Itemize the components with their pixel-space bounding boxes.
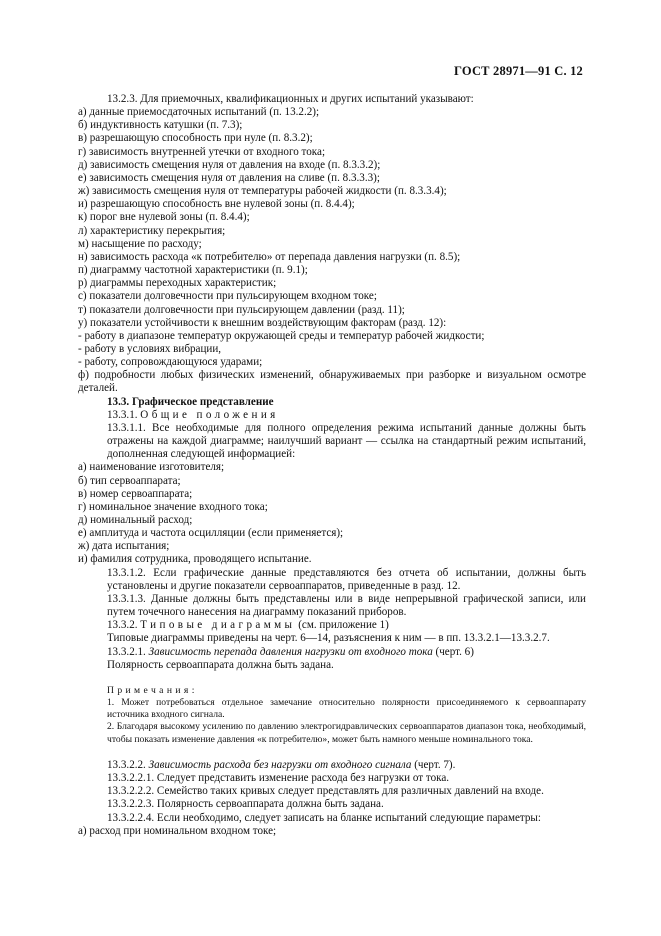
list-item: т) показатели долговечности при пульсирующем давлении (разд. 11); — [78, 303, 405, 316]
list-item: л) характеристику перекрытия; — [78, 224, 226, 237]
list-item: г) зависимость внутренней утечки от входного тока; — [78, 145, 326, 158]
list-item: д) зависимость смещения нуля от давления на входе (п. 8.3.3.2); — [78, 158, 381, 171]
paragraph: Типовые диаграммы приведены на черт. 6—14, разъяснения к ним — в пп. 13.3.2.1—13.3.2.7. — [107, 632, 550, 645]
page-header: ГОСТ 28971—91 С. 12 — [454, 64, 583, 78]
page-body — [78, 93, 586, 838]
paragraph: 13.3.1.3. Данные должны быть представлены или в виде непрерывной графической записи, или путем точечного нанесения на диаграмму показаний приборов. — [107, 592, 586, 619]
paragraph: 13.3.2.2.1. Следует представить изменение расхода без нагрузки от тока. — [107, 772, 450, 785]
list-item: в) номер сервоаппарата; — [78, 487, 193, 500]
notes-heading: Примечания: — [107, 684, 198, 696]
subsection-heading: 13.3.2. Типовые диаграммы (см. приложение 1) — [107, 619, 389, 632]
list-item: г) номинальное значение входного тока; — [78, 500, 268, 513]
note-item: 1. Может потребоваться отдельное замечание относительно полярности присоединяемого к сервоаппарату источника входного сигнала. — [107, 697, 586, 721]
section-heading: 13.3. Графическое представление — [107, 395, 274, 408]
notes-block — [78, 685, 586, 746]
paragraph: 13.3.2.2. Зависимость расхода без нагрузки от входного сигнала (черт. 7). — [107, 758, 456, 771]
list-item: п) диаграмму частотной характеристики (п. 9.1); — [78, 264, 308, 277]
list-item: у) показатели устойчивости к внешним воздействующим факторам (разд. 12): — [78, 316, 447, 329]
paragraph: 13.3.2.2.4. Если необходимо, следует записать на бланке испытаний следующие параметры: — [107, 811, 541, 824]
list-item: а) наименование изготовителя; — [78, 461, 225, 474]
list-item: ж) зависимость смещения нуля от температуры рабочей жидкости (п. 8.3.3.4); — [78, 185, 447, 198]
paragraph: 13.3.1.1. Все необходимые для полного определения режима испытаний данные должны быть отражены на каждой диаграмме; наилучший вариант — ссылка на стандартный режим испытаний, дополненная следующей информацией: — [107, 421, 586, 461]
list-item: б) тип сервоаппарата; — [78, 474, 181, 487]
list-item: и) разрешающую способность вне нулевой зоны (п. 8.4.4); — [78, 198, 355, 211]
paragraph: 13.3.2.2.2. Семейство таких кривых следует представлять для различных давлений на входе. — [107, 785, 544, 798]
list-item: м) насыщение по расходу; — [78, 237, 202, 250]
note-item: 2. Благодаря высокому усилению по давлению электрогидравлических сервоаппаратов диапазон тока, необходимый, чтобы показать изменение давления «к потребителю», может быть намного меньше номинального тока. — [107, 721, 586, 745]
list-item: е) зависимость смещения нуля от давления на сливе (п. 8.3.3.3); — [78, 171, 380, 184]
list-item: ж) дата испытания; — [78, 540, 170, 553]
list-item: к) порог вне нулевой зоны (п. 8.4.4); — [78, 211, 250, 224]
list-item: - работу, сопровождающуюся ударами; — [78, 356, 263, 369]
list-item: д) номинальный расход; — [78, 514, 193, 526]
list-item: б) индуктивность катушки (п. 7.3); — [78, 119, 243, 132]
list-item: н) зависимость расхода «к потребителю» от перепада давления нагрузки (п. 8.5); — [78, 250, 461, 263]
paragraph: 13.3.2.2.3. Полярность сервоаппарата должна быть задана. — [107, 798, 384, 811]
list-item: ф) подробности любых физических изменений, обнаруживаемых при разборке и визуальном осмотре деталей. — [78, 369, 586, 395]
list-item: а) данные приемосдаточных испытаний (п. 13.2.2); — [78, 106, 320, 119]
list-item: с) показатели долговечности при пульсирующем входном токе; — [78, 290, 377, 303]
list-item: в) разрешающую способность при нуле (п. 8.3.2); — [78, 132, 313, 145]
paragraph: Полярность сервоаппарата должна быть задана. — [107, 658, 334, 671]
list-item: а) расход при номинальном входном токе; — [78, 824, 277, 837]
paragraph: 13.3.1.2. Если графические данные представляются без отчета об испытании, должны быть установлены и другие показатели сервоаппаратов, приведенные в разд. 12. — [107, 566, 586, 592]
list-item: р) диаграммы переходных характеристик; — [78, 277, 277, 290]
list-item: и) фамилия сотрудника, проводящего испытание. — [78, 553, 312, 566]
list-item: - работу в условиях вибрации, — [78, 342, 222, 355]
list-item: е) амплитуда и частота осцилляции (если применяется); — [78, 527, 344, 540]
list-item: - работу в диапазоне температур окружающей среды и температур рабочей жидкости; — [78, 329, 485, 342]
paragraph: 13.3.2.1. Зависимость перепада давления нагрузки от входного тока (черт. 6) — [107, 645, 474, 658]
paragraph: 13.2.3. Для приемочных, квалификационных и других испытаний указывают: — [107, 93, 474, 105]
subsection-heading: 13.3.1. Общие положения — [107, 408, 279, 421]
